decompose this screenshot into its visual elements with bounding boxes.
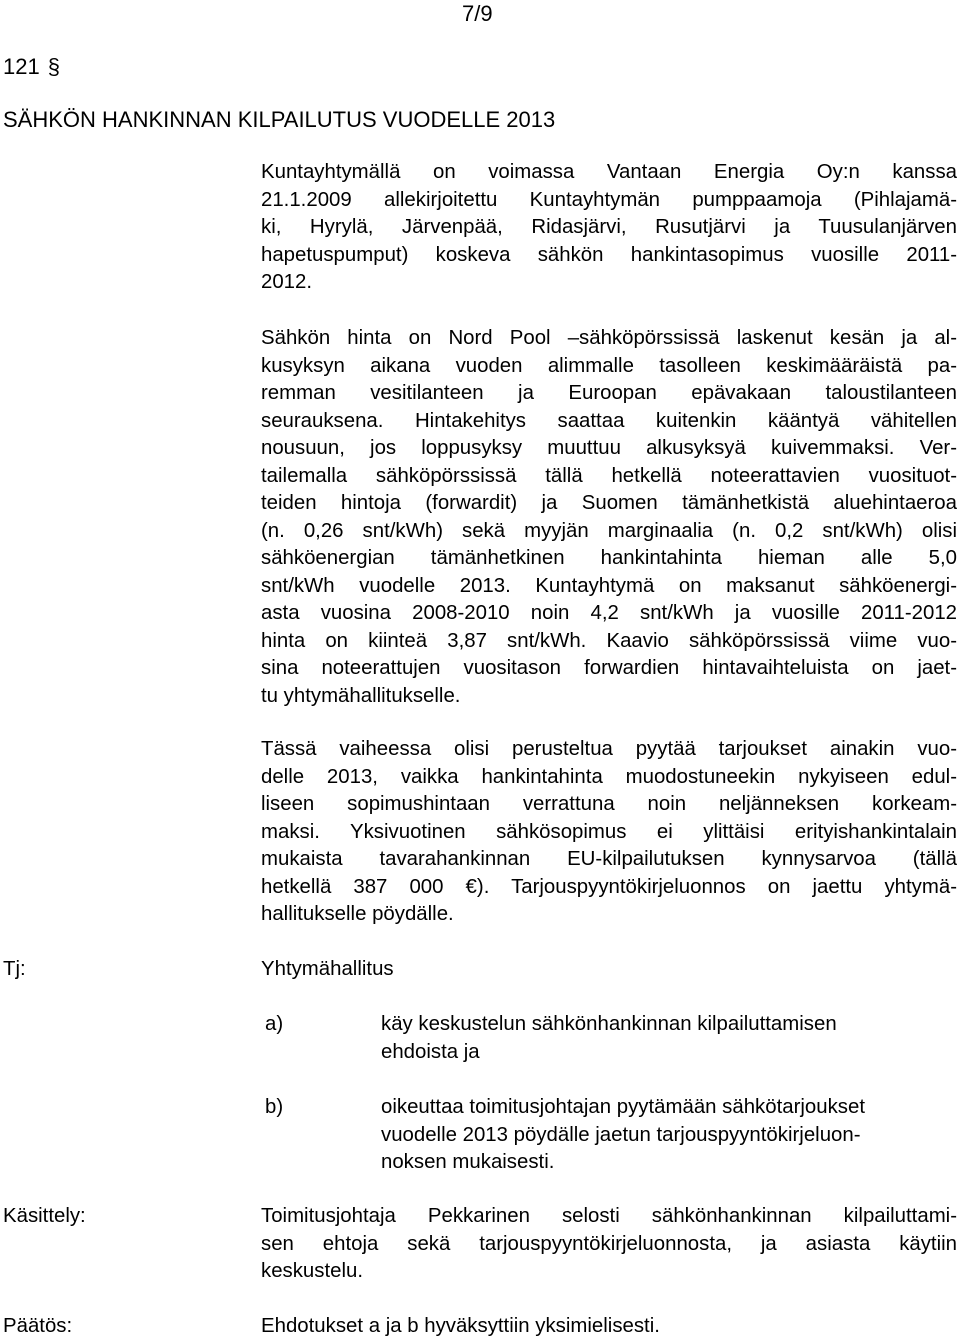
text-line: käy keskustelun sähkönhankinnan kilpailuttamisen xyxy=(381,1013,837,1035)
text-line: snt/kWh vuodelle 2013. Kuntayhtymä on maksanut sähköenergi- xyxy=(261,574,957,597)
list-item-letter: b) xyxy=(265,1096,284,1118)
paragraph-market xyxy=(261,325,957,710)
text-line: 2012. xyxy=(261,271,313,293)
text-line: tu yhtymähallitukselle. xyxy=(261,684,461,707)
paragraph-agreement xyxy=(261,159,957,297)
text-line: tailemalla sähköpörssissä tällä hetkellä noteerattavien vuosituot- xyxy=(261,464,957,487)
list-item-text xyxy=(381,1094,957,1177)
text-line: nousuun, jos loppusyksy muuttuu alkusyksyä kuivemmaksi. Ver- xyxy=(261,437,957,459)
case-number-value: 121 xyxy=(3,54,40,79)
text-line: hinta on kiinteä 3,87 snt/kWh. Kaavio sähköpörssissä viime vuo- xyxy=(261,629,957,652)
text-line: (n. 0,26 snt/kWh) sekä myyjän marginaalia (n. 0,2 snt/kWh) olisi xyxy=(261,519,957,542)
text-line: sina noteerattujen vuositason forwardien hintavaihteluista on jaet- xyxy=(261,657,957,679)
section-mark: § xyxy=(47,54,60,79)
text-line: remman vesitilanteen ja Euroopan epävakaan taloustilanteen xyxy=(261,382,957,404)
handling-text xyxy=(261,1203,957,1286)
text-line: asta vuosina 2008-2010 noin 4,2 snt/kWh ja vuosille 2011-2012 xyxy=(261,602,957,624)
text-line: hallitukselle pöydälle. xyxy=(261,903,454,925)
text-line: sähköenergian tämänhetkinen hankintahinta hieman alle 5,0 xyxy=(261,547,957,569)
proposal-addressee: Yhtymähallitus xyxy=(261,958,394,980)
text-line: ki, Hyrylä, Järvenpää, Ridasjärvi, Rusutjärvi ja Tuusulanjärven xyxy=(261,216,957,238)
list-item-text xyxy=(381,1011,957,1066)
text-line: teiden hintoja (forwardit) ja Suomen tämänhetkistä aluehintaeroa xyxy=(261,492,957,514)
text-line: ehdoista ja xyxy=(381,1040,480,1063)
decision-label: Päätös: xyxy=(3,1315,73,1337)
decision-text: Ehdotukset a ja b hyväksyttiin yksimielisesti. xyxy=(261,1315,660,1337)
text-line: sen ehtoja sekä tarjouspyyntökirjeluonnosta, ja asiasta käytiin xyxy=(261,1232,957,1255)
text-line: hetkellä 387 000 €). Tarjouspyyntökirjeluonnos on jaettu yhtymä- xyxy=(261,875,957,898)
case-number xyxy=(3,52,60,82)
text-line: Sähkön hinta on Nord Pool –sähköpörssissä laskenut kesän ja al- xyxy=(261,327,957,349)
text-line: hapetuspumput) koskeva sähkön hankintasopimus vuosille 2011- xyxy=(261,243,957,266)
text-line: mukaista tavarahankinnan EU-kilpailutuksen kynnysarvoa (tällä xyxy=(261,848,957,870)
text-line: noksen mukaisesti. xyxy=(381,1151,555,1173)
page-number: 7/9 xyxy=(462,1,493,26)
document-title: SÄHKÖN HANKINNAN KILPAILUTUS VUODELLE 2013 xyxy=(3,107,556,132)
text-line: seurauksena. Hintakehitys saattaa kuitenkin kääntyä vähitellen xyxy=(261,409,957,432)
text-line: liseen sopimushintaan verrattuna noin neljänneksen korkeam- xyxy=(261,793,957,815)
proposal-label: Tj: xyxy=(3,958,26,980)
text-line: keskustelu. xyxy=(261,1260,364,1282)
text-line: vuodelle 2013 pöydälle jaetun tarjouspyyntökirjeluon- xyxy=(381,1123,861,1146)
text-line: kusyksyn aikana vuoden alimmalle tasolleen keskimääräistä pa- xyxy=(261,354,957,377)
text-line: 21.1.2009 allekirjoitettu Kuntayhtymän pumppaamoja (Pihlajamä- xyxy=(261,188,957,211)
text-line: maksi. Yksivuotinen sähkösopimus ei ylittäisi erityishankintalain xyxy=(261,820,957,843)
handling-label: Käsittely: xyxy=(3,1205,86,1227)
paragraph-tender xyxy=(261,736,957,929)
text-line: Kuntayhtymällä on voimassa Vantaan Energia Oy:n kanssa xyxy=(261,161,957,183)
text-line: delle 2013, vaikka hankintahinta muodostuneekin nykyiseen edul- xyxy=(261,765,957,788)
list-item-letter: a) xyxy=(265,1013,284,1035)
text-line: oikeuttaa toimitusjohtajan pyytämään sähkötarjoukset xyxy=(381,1096,865,1118)
text-line: Toimitusjohtaja Pekkarinen selosti sähkönhankinnan kilpailuttami- xyxy=(261,1205,957,1227)
text-line: Tässä vaiheessa olisi perusteltua pyytää tarjoukset ainakin vuo- xyxy=(261,738,957,760)
